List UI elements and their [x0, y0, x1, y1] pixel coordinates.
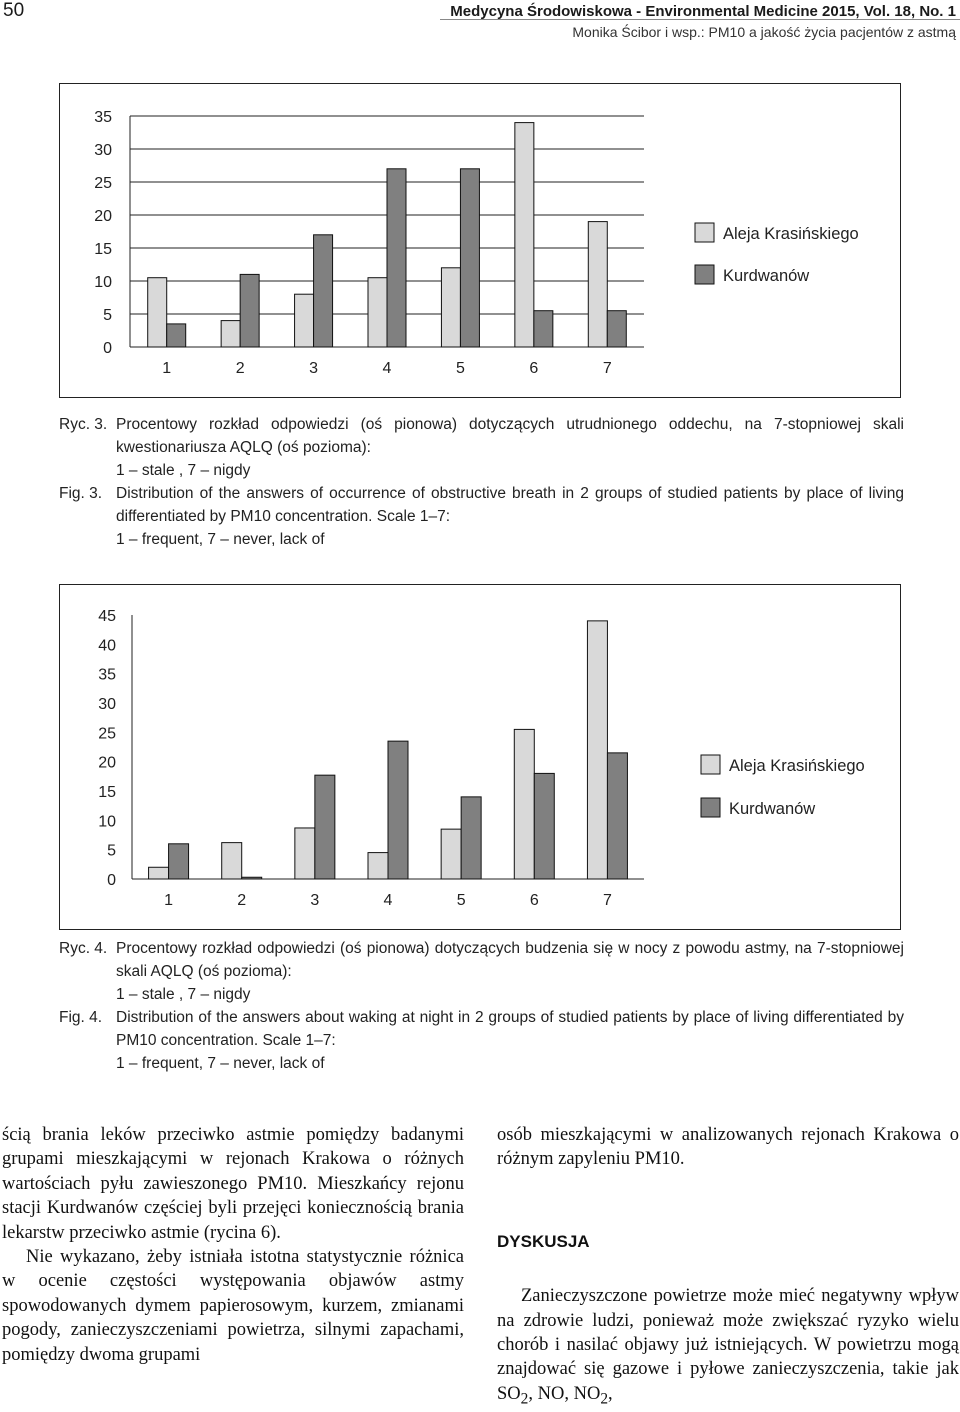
x-tick-5: 5: [455, 360, 465, 377]
chart-figure-4: [59, 584, 901, 930]
y-tick-40: 40: [98, 637, 116, 655]
bar-kurdwanow-1: [169, 844, 189, 879]
right-paragraph-2-text: Zanieczyszczone powietrze może mieć negatywny wpływ na zdrowie ludzi, ponieważ może zwiększać ryzyko wielu chorób i nasilać objawy już istniejących. W powietrzu mogą znajdować się gazowe i pyłowe zanieczyszczenia, takie jak SO: [497, 1286, 959, 1404]
fig3-en-label: Fig. 3.: [59, 485, 103, 502]
bar-kurdwanow-3: [314, 235, 333, 347]
bar-kurdwanow-3: [315, 775, 335, 879]
y-tick-15: 15: [98, 784, 116, 801]
bar-aleja-3: [295, 294, 314, 347]
y-tick-10: 10: [94, 274, 112, 291]
y-tick-0: 0: [103, 340, 112, 357]
y-tick-15: 15: [94, 241, 112, 258]
legend-swatch-kurdwanow: [701, 798, 720, 817]
bar-aleja-2: [221, 321, 240, 347]
bar-aleja-2: [222, 843, 242, 879]
left-paragraph-2: Nie wykazano, żeby istniała istotna statystycznie różnica w ocenie częstości występowania objawów astmy spowodowanych dymem papierosowym, kurzem, zmianami pogody, zanieczyszczeniami powietrza, silnymi zapachami, pomiędzy dwoma grupami: [2, 1247, 464, 1365]
fig3-pl-scale: 1 – stale , 7 – nigdy: [116, 462, 251, 479]
x-tick-3: 3: [310, 892, 320, 909]
x-tick-6: 6: [529, 360, 539, 377]
legend-label-aleja: Aleja Krasińskiego: [723, 225, 859, 243]
bar-kurdwanow-7: [607, 753, 627, 879]
page-number: 50: [3, 0, 25, 21]
x-tick-4: 4: [383, 892, 393, 909]
y-tick-5: 5: [107, 842, 116, 860]
x-tick-6: 6: [529, 892, 539, 909]
bar-kurdwanow-7: [607, 311, 626, 347]
right-paragraph-1: osób mieszkającymi w analizowanych rejonach Krakowa o różnym zapyleniu PM10.: [497, 1125, 959, 1170]
x-tick-1: 1: [162, 360, 172, 377]
bar-aleja-1: [149, 867, 169, 879]
y-tick-35: 35: [94, 109, 112, 126]
x-tick-7: 7: [602, 892, 612, 909]
bar-aleja-3: [295, 828, 315, 879]
fig4-en-label: Fig. 4.: [59, 1009, 103, 1026]
bar-kurdwanow-2: [240, 274, 259, 347]
column-left: [2, 1123, 464, 1367]
fig3-pl-text: Procentowy rozkład odpowiedzi (oś pionowa) dotyczących utrudnionego oddechu, na 7-stopniowej skali kwestionariusza AQLQ (oś pozioma):: [116, 416, 904, 456]
fig3-en-text: Distribution of the answers of occurrence of obstructive breath in 2 groups of studied patients by place of living differentiated by PM10 concentration. Scale 1–7:: [116, 485, 904, 525]
bar-aleja-1: [148, 278, 167, 347]
fig4-pl-label: Ryc. 4.: [59, 940, 108, 957]
y-tick-25: 25: [98, 725, 116, 743]
legend-swatch-kurdwanow: [695, 265, 714, 284]
x-tick-2: 2: [237, 892, 247, 909]
section-heading: DYSKUSJA: [497, 1231, 590, 1251]
fig4-pl-text: Procentowy rozkład odpowiedzi (oś pionowa) dotyczących budzenia się w nocy z powodu astmy, na 7-stopniowej skali AQLQ (oś pozioma):: [116, 940, 904, 980]
fig3-pl-label: Ryc. 3.: [59, 416, 108, 433]
x-tick-2: 2: [235, 360, 245, 377]
legend-label-aleja: Aleja Krasińskiego: [729, 757, 865, 775]
bar-kurdwanow-4: [387, 169, 406, 347]
y-tick-45: 45: [98, 608, 116, 625]
bar-kurdwanow-5: [460, 169, 479, 347]
legend-swatch-aleja: [695, 223, 714, 242]
no2-subscript: 2: [600, 1390, 609, 1408]
x-tick-7: 7: [602, 360, 612, 377]
legend-swatch-aleja: [701, 755, 720, 774]
chart-figure-3: [59, 83, 901, 398]
y-tick-30: 30: [94, 142, 112, 159]
y-tick-20: 20: [98, 754, 116, 772]
x-tick-3: 3: [309, 360, 319, 377]
bar-kurdwanow-2: [242, 877, 262, 879]
bar-kurdwanow-1: [167, 324, 186, 347]
chart-3-svg: [60, 84, 900, 397]
chart-4-svg: [60, 585, 900, 929]
journal-title: Medycyna Środowiskowa - Environmental Medicine 2015, Vol. 18, No. 1: [450, 3, 956, 20]
caption-figure-4: [59, 937, 904, 1075]
y-tick-10: 10: [98, 813, 116, 831]
bar-aleja-5: [441, 268, 460, 347]
x-tick-5: 5: [456, 892, 466, 909]
no-separator: , NO, NO: [528, 1383, 601, 1404]
legend-label-kurdwanow: Kurdwanów: [729, 800, 816, 818]
x-tick-4: 4: [382, 360, 392, 377]
bar-aleja-4: [368, 278, 387, 347]
bar-aleja-5: [441, 829, 461, 879]
x-tick-1: 1: [164, 892, 174, 909]
bar-aleja-7: [588, 222, 607, 347]
y-tick-20: 20: [94, 208, 112, 225]
bar-aleja-7: [587, 621, 607, 879]
y-tick-25: 25: [94, 175, 112, 192]
column-right: [497, 1123, 959, 1412]
bar-kurdwanow-4: [388, 741, 408, 879]
y-tick-0: 0: [107, 872, 116, 889]
so2-subscript: 2: [520, 1390, 529, 1408]
y-tick-30: 30: [98, 696, 116, 713]
bar-aleja-4: [368, 853, 388, 879]
bar-kurdwanow-6: [534, 311, 553, 347]
bar-kurdwanow-6: [534, 773, 554, 879]
fig4-en-scale: 1 – frequent, 7 – never, lack of: [116, 1055, 325, 1072]
fig4-en-text: Distribution of the answers about waking at night in 2 groups of studied patients by place of living differentiated by PM10 concentration. Scale 1–7:: [116, 1009, 904, 1049]
legend-label-kurdwanow: Kurdwanów: [723, 267, 810, 285]
fig4-pl-scale: 1 – stale , 7 – nigdy: [116, 986, 251, 1003]
bar-kurdwanow-5: [461, 797, 481, 879]
running-title: Monika Ścibor i wsp.: PM10 a jakość życia pacjentów z astmą: [572, 24, 956, 40]
y-tick-5: 5: [103, 307, 112, 324]
caption-figure-3: [59, 413, 904, 551]
left-paragraph-1: ścią brania leków przeciwko astmie pomiędzy badanymi grupami mieszkającymi w rejonach Krakowa o różnych wartościach pyłu zawieszonego PM10. Mieszkańcy rejonu stacji Kurdwanów częściej byli przejęci koniecznością brania lekarstw przeciwko astmie (rycina 6).: [2, 1125, 464, 1243]
y-tick-35: 35: [98, 666, 116, 684]
header-rule: [440, 19, 960, 20]
fig3-en-scale: 1 – frequent, 7 – never, lack of: [116, 531, 325, 548]
bar-aleja-6: [514, 729, 534, 879]
trailing-comma: ,: [608, 1383, 613, 1404]
bar-aleja-6: [515, 123, 534, 347]
